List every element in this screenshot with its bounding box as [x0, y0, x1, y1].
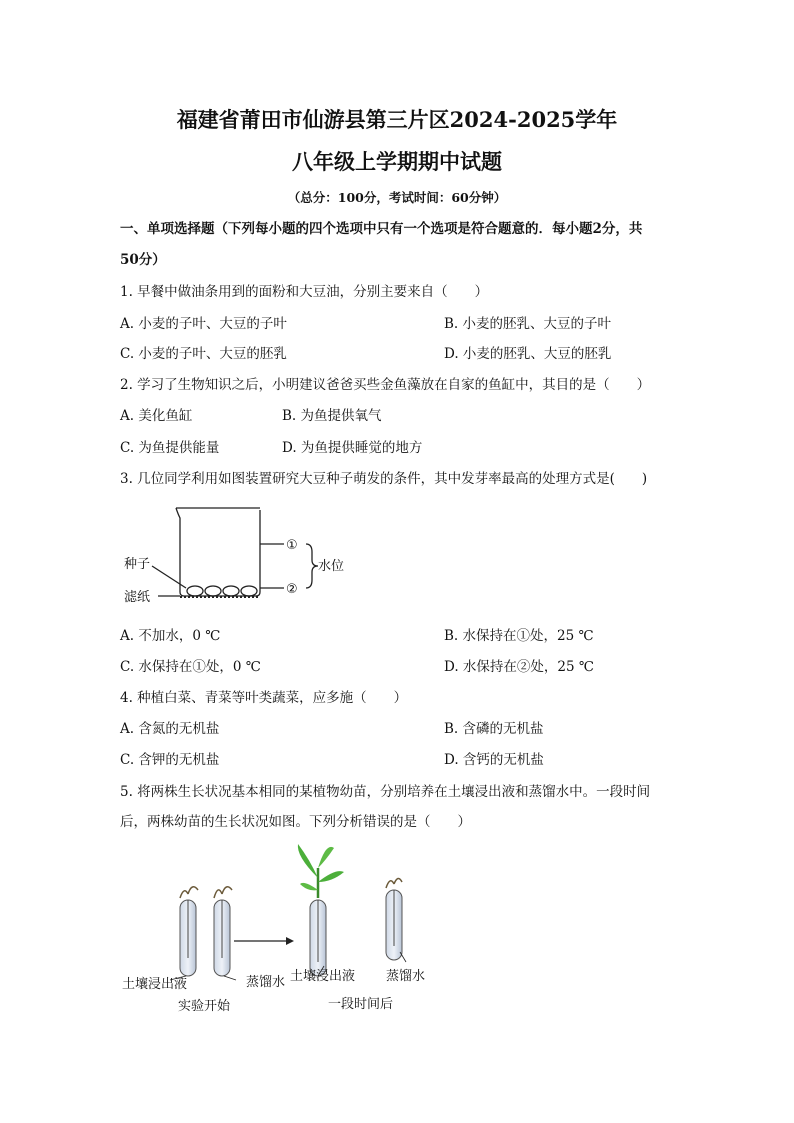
- label-soil-after: 土壤浸出液: [290, 969, 356, 984]
- tube-start-water: [214, 887, 232, 976]
- q1-option-b: B. 小麦的胚乳、大豆的子叶: [444, 316, 612, 332]
- q2-option-d: D. 为鱼提供睡觉的地方: [282, 440, 423, 456]
- question-2-stem: 2. 学习了生物知识之后，小明建议爸爸买些金鱼藻放在自家的鱼缸中，其目的是（ ）: [120, 377, 651, 393]
- label-start: 实验开始: [178, 999, 231, 1014]
- arrow-head: [286, 937, 294, 945]
- question-4-stem: 4. 种植白菜、青菜等叶类蔬菜，应多施（ ）: [120, 690, 408, 706]
- q4-option-b: B. 含磷的无机盐: [444, 721, 544, 737]
- q1-option-c: C. 小麦的子叶、大豆的胚乳: [120, 346, 287, 362]
- q1-option-a: A. 小麦的子叶、大豆的子叶: [120, 316, 287, 332]
- seed-4: [241, 586, 257, 596]
- question-5-stem-line2: 后，两株幼苗的生长状况如图。下列分析错误的是（ ）: [120, 814, 471, 830]
- q4-option-c: C. 含钾的无机盐: [120, 752, 220, 768]
- tube-after-water: [386, 878, 402, 960]
- q1-option-d: D. 小麦的胚乳、大豆的胚乳: [444, 346, 612, 362]
- q3-option-b: B. 水保持在①处，25 ℃: [444, 628, 594, 644]
- tube-after-soil: [298, 844, 344, 976]
- q4-option-d: D. 含钙的无机盐: [444, 752, 544, 768]
- exam-title-line2: 八年级上学期期中试题: [292, 149, 502, 174]
- label-mark-2: ②: [286, 582, 298, 597]
- label-mark-1: ①: [286, 538, 298, 553]
- label-seed: 种子: [124, 557, 151, 572]
- section-heading-line1: 一、单项选择题（下列每小题的四个选项中只有一个选项是符合题意的．每小题2分，共: [120, 221, 643, 237]
- question-3-stem: 3. 几位同学利用如图装置研究大豆种子萌发的条件，其中发芽率最高的处理方式是( ): [120, 471, 648, 487]
- q3-option-c: C. 水保持在①处，0 ℃: [120, 659, 261, 675]
- exam-title-line1: 福建省莆田市仙游县第三片区2024-2025学年: [176, 107, 618, 132]
- tube-start-soil: [180, 887, 198, 976]
- seed-1: [187, 586, 203, 596]
- label-water-level: 水位: [318, 559, 345, 574]
- label-water-start: 蒸馏水: [246, 975, 286, 990]
- q4-option-a: A. 含氮的无机盐: [120, 721, 220, 737]
- label-filter-paper: 滤纸: [124, 590, 151, 605]
- seed-3: [223, 586, 239, 596]
- question-5-stem-line1: 5. 将两株生长状况基本相同的某植物幼苗，分别培养在土壤浸出液和蒸馏水中。一段时间: [120, 784, 651, 800]
- seed-2: [205, 586, 221, 596]
- label-after: 一段时间后: [328, 997, 394, 1012]
- seedling-figure: [110, 838, 450, 1018]
- q2-option-c: C. 为鱼提供能量: [120, 440, 220, 456]
- label-soil-start: 土壤浸出液: [122, 977, 188, 992]
- q2-option-b: B. 为鱼提供氧气: [282, 408, 382, 424]
- label-water-after: 蒸馏水: [386, 969, 426, 984]
- q3-option-d: D. 水保持在②处，25 ℃: [444, 659, 594, 675]
- seed-leader: [152, 566, 186, 588]
- q3-option-a: A. 不加水，0 ℃: [120, 628, 221, 644]
- exam-meta: （总分：100分，考试时间：60分钟）: [287, 190, 507, 205]
- beaker-figure: [120, 500, 360, 610]
- q2-option-a: A. 美化鱼缸: [120, 408, 193, 424]
- water-brace: [306, 544, 318, 588]
- section-heading-line2: 50分）: [120, 252, 166, 268]
- beaker-outline: [176, 508, 260, 596]
- question-1-stem: 1. 早餐中做油条用到的面粉和大豆油，分别主要来自（ ）: [120, 284, 489, 300]
